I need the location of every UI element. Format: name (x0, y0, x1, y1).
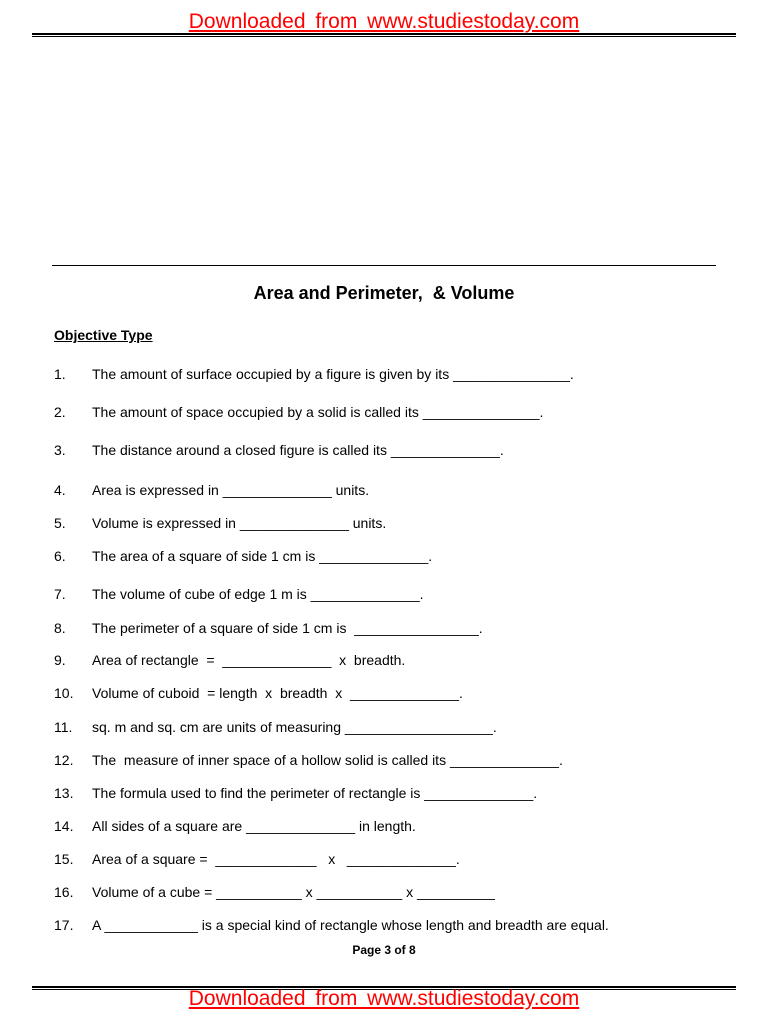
question-item (54, 513, 734, 533)
question-item (54, 618, 734, 638)
question-item (54, 783, 734, 803)
question-number: 8. (54, 620, 66, 636)
question-text: The formula used to find the perimeter of rectangle is ______________. (92, 785, 538, 801)
question-number: 11. (54, 719, 73, 735)
question-number: 14. (54, 818, 74, 834)
title-rule (52, 265, 716, 266)
question-number: 7. (54, 586, 66, 602)
header-divider (32, 33, 736, 37)
question-text: All sides of a square are ______________ in length. (92, 818, 416, 834)
question-item (54, 480, 734, 500)
question-number: 6. (54, 548, 66, 564)
question-item (54, 750, 734, 770)
section-heading: Objective Type (54, 327, 153, 343)
question-text: Area of rectangle = ______________ x breadth. (92, 652, 406, 668)
question-number: 5. (54, 515, 66, 531)
download-banner-top[interactable]: Downloaded from www.studiestoday.com (188, 10, 580, 33)
question-number: 9. (54, 652, 66, 668)
question-text: Area of a square = _____________ x ______________. (92, 851, 460, 867)
question-text: A ____________ is a special kind of rectangle whose length and breadth are equal. (92, 917, 609, 933)
question-number: 1. (54, 366, 66, 382)
page-title: Area and Perimeter, & Volume (253, 283, 515, 303)
question-text: Volume of a cube = ___________ x ___________ x __________ (92, 884, 495, 900)
question-item (54, 849, 734, 869)
question-number: 12. (54, 752, 74, 768)
question-number: 4. (54, 482, 66, 498)
question-text: Volume of cuboid = length x breadth x ______________. (92, 685, 463, 701)
question-item (54, 440, 734, 460)
page-number: Page 3 of 8 (352, 943, 416, 957)
question-number: 3. (54, 442, 66, 458)
question-item (54, 650, 734, 670)
question-item (54, 915, 734, 935)
question-item (54, 882, 734, 902)
question-item (54, 683, 734, 703)
question-number: 15. (54, 851, 74, 867)
question-text: The volume of cube of edge 1 m is ______________. (92, 586, 424, 602)
question-text: The area of a square of side 1 cm is ______________. (92, 548, 433, 564)
question-number: 13. (54, 785, 74, 801)
question-text: The amount of space occupied by a solid is called its _______________. (92, 404, 544, 420)
question-number: 2. (54, 404, 66, 420)
question-item (54, 402, 734, 422)
question-text: The amount of surface occupied by a figure is given by its _______________. (92, 366, 574, 382)
question-text: The perimeter of a square of side 1 cm is ________________. (92, 620, 483, 636)
download-banner-bottom[interactable]: Downloaded from www.studiestoday.com (188, 987, 580, 1010)
question-item (54, 816, 734, 836)
question-number: 10. (54, 685, 74, 701)
question-text: sq. m and sq. cm are units of measuring ___________________. (92, 719, 497, 735)
question-number: 17. (54, 917, 74, 933)
question-item (54, 546, 734, 566)
question-text: Area is expressed in ______________ units. (92, 482, 370, 498)
question-number: 16. (54, 884, 74, 900)
question-item (54, 364, 734, 384)
question-item (54, 717, 734, 737)
question-item (54, 584, 734, 604)
question-text: The distance around a closed figure is called its ______________. (92, 442, 504, 458)
question-text: Volume is expressed in ______________ units. (92, 515, 387, 531)
question-text: The measure of inner space of a hollow solid is called its ______________. (92, 752, 563, 768)
